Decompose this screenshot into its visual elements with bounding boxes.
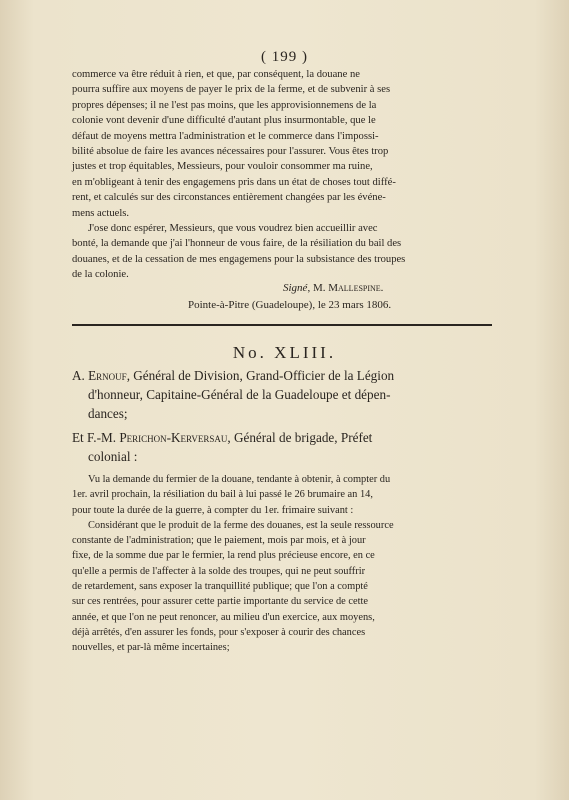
text-line: qu'elle a permis de l'affecter à la solde des troupes, qui ne peut souffrir (72, 565, 366, 577)
person-name: A. Ernouf (72, 368, 127, 383)
text-line: sur ces rentrées, pour assurer cette partie importante du service de cette (72, 596, 368, 608)
text-line: de la colonie. (72, 269, 129, 281)
signatory-name: , M. Mallespine. (307, 282, 384, 294)
text-line: bonté, la demande que j'ai l'honneur de vous faire, de la résiliation du bail des (72, 238, 402, 250)
text-line: mens actuels. (72, 207, 130, 219)
text-line: défaut de moyens mettra l'administration et le commerce dans l'impossi- (72, 130, 379, 142)
text-line: nouvelles, et par-là même incertaines; (72, 642, 230, 654)
text-line: justes et trop équitables, Messieurs, pour vouloir consommer ma ruine, (72, 161, 373, 173)
heading-text: , Général de brigade, Préfet (227, 430, 373, 445)
person-name: Perichon-Kerversau (119, 430, 228, 445)
paragraph-request (72, 221, 490, 283)
paragraph-continuation (72, 67, 490, 221)
text-line: de retardement, sans exposer la tranquillité publique; que l'on a compté (72, 581, 368, 593)
heading-text: dances; (88, 406, 128, 421)
signature-line (283, 282, 383, 294)
heading-perichon (72, 428, 492, 466)
signed-label: Signé (283, 282, 308, 294)
text-line: douanes, et de la cessation de mes engagemens pour la subsistance des troupes (72, 253, 406, 265)
page-number: ( 199 ) (261, 49, 308, 65)
text-line: rent, et calculés sur des circonstances entièrement changées par les événe- (72, 192, 386, 204)
heading-text: d'honneur, Capitaine-Général de la Guadeloupe et dépen- (88, 387, 391, 402)
decree-body (72, 472, 492, 656)
text-line: pour toute la durée de la guerre, à compter du 1er. frimaire suivant : (72, 504, 354, 516)
heading-prefix: Et F.-M. (72, 430, 120, 445)
text-line: fixe, de la somme due par le fermier, la rend plus précieuse encore, en ce (72, 550, 375, 562)
text-line: commerce va être réduit à rien, et que, par conséquent, la douane ne (72, 69, 360, 80)
text-line: J'ose donc espérer, Messieurs, que vous voudrez bien accueillir avec (88, 223, 378, 234)
text-line: constante de l'administration; que le paiement, mois par mois, et à jour (72, 535, 366, 547)
text-line: colonie vont devenir d'une difficulté d'autant plus insurmontable, que le (72, 115, 376, 127)
text-line: en m'obligeant à tenir des engagemens pris dans un état de choses tout diffé- (72, 176, 396, 188)
text-line: Considérant que le produit de la ferme des douanes, est la seule ressource (88, 519, 394, 531)
document-number-title: No. XLIII. (232, 343, 337, 362)
text-line: propres dépenses; il ne l'est pas moins, que les approvisionnemens de la (72, 99, 377, 111)
text-line: pourra suffire aux moyens de payer le prix de la ferme, et de subvenir à ses (72, 84, 391, 96)
text-line: bilité absolue de faire les avances nécessaires pour l'assurer. Vous êtes trop (72, 146, 389, 158)
text-line: 1er. avril prochain, la résiliation du bail à lui passé le 26 brumaire an 14, (72, 489, 373, 501)
section-divider (72, 324, 492, 326)
place-date: Pointe-à-Pitre (Guadeloupe), le 23 mars 1806. (188, 299, 392, 311)
text-line: année, et que l'on ne peut renoncer, au milieu d'un exercice, aux moyens, (72, 611, 375, 623)
text-line: Vu la demande du fermier de la douane, tendante à obtenir, à compter du (88, 474, 391, 485)
text-line: déjà arrêtés, d'en assurer les fonds, pour s'exposer à courir des chances (72, 626, 366, 638)
heading-text: colonial : (88, 449, 138, 464)
heading-ernouf (72, 366, 492, 423)
heading-text: , Général de Division, Grand-Officier de la Légion (126, 368, 395, 383)
